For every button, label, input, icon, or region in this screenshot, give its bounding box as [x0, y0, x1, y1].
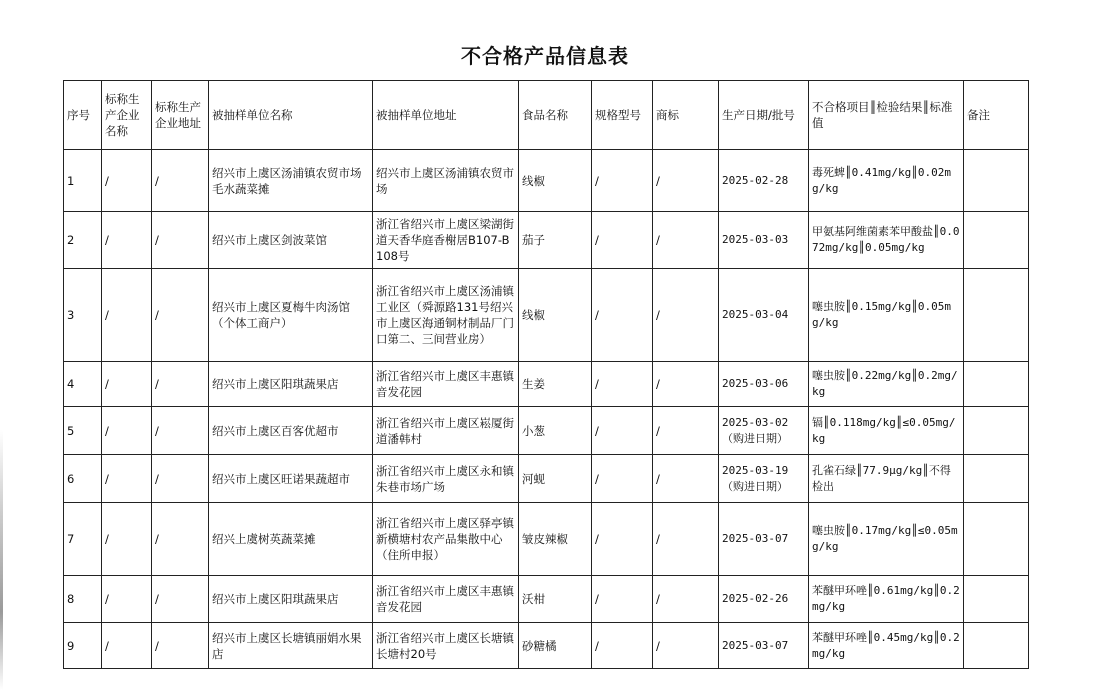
cell-failed-item: 甲氨基阿维菌素苯甲酸盐║0.072mg/kg║0.05mg/kg [809, 212, 964, 269]
cell-manufacturer-name: / [102, 503, 152, 576]
cell-date: 2025-03-06 [719, 362, 809, 407]
table-header-row [64, 81, 1029, 150]
table-row [64, 455, 1029, 503]
cell-no: 3 [64, 269, 102, 362]
cell-spec: / [592, 212, 653, 269]
cell-failed-item: 噻虫胺║0.22mg/kg║0.2mg/kg [809, 362, 964, 407]
cell-spec: / [592, 407, 653, 455]
cell-no: 6 [64, 455, 102, 503]
cell-sampled-unit: 绍兴市上虞区剑波菜馆 [209, 212, 373, 269]
table-row [64, 362, 1029, 407]
cell-food-name: 茄子 [519, 212, 592, 269]
page-title: 不合格产品信息表 [461, 44, 629, 68]
header-brand: 商标 [653, 81, 719, 150]
cell-failed-item: 噻虫胺║0.15mg/kg║0.05mg/kg [809, 269, 964, 362]
cell-no: 8 [64, 576, 102, 623]
cell-manufacturer-name: / [102, 269, 152, 362]
cell-spec: / [592, 503, 653, 576]
cell-brand: / [653, 362, 719, 407]
cell-date: 2025-03-07 [719, 623, 809, 669]
cell-food-name: 砂糖橘 [519, 623, 592, 669]
cell-remark [964, 269, 1029, 362]
cell-sampled-unit: 绍兴市上虞区长塘镇丽娟水果店 [209, 623, 373, 669]
cell-no: 1 [64, 150, 102, 212]
cell-manufacturer-address: / [152, 455, 209, 503]
cell-no: 7 [64, 503, 102, 576]
header-date: 生产日期/批号 [719, 81, 809, 150]
cell-sampled-unit: 绍兴市上虞区旺诺果蔬超市 [209, 455, 373, 503]
cell-sampled-unit: 绍兴上虞树英蔬菜摊 [209, 503, 373, 576]
scan-edge-shadow [0, 430, 3, 690]
table-row [64, 576, 1029, 623]
cell-spec: / [592, 623, 653, 669]
cell-sampled-address: 浙江省绍兴市上虞区丰惠镇音发花园 [373, 362, 519, 407]
cell-sampled-address: 绍兴市上虞区汤浦镇农贸市场 [373, 150, 519, 212]
cell-date: 2025-02-26 [719, 576, 809, 623]
cell-date: 2025-03-03 [719, 212, 809, 269]
cell-sampled-address: 浙江省绍兴市上虞区梁湖街道天香华庭香榭居B107-B108号 [373, 212, 519, 269]
cell-date: 2025-03-07 [719, 503, 809, 576]
cell-date: 2025-02-28 [719, 150, 809, 212]
cell-sampled-unit: 绍兴市上虞区阳琪蔬果店 [209, 576, 373, 623]
cell-brand: / [653, 576, 719, 623]
cell-failed-item: 孔雀石绿║77.9μg/kg║不得检出 [809, 455, 964, 503]
cell-manufacturer-name: / [102, 407, 152, 455]
cell-spec: / [592, 150, 653, 212]
cell-remark [964, 623, 1029, 669]
table-row [64, 623, 1029, 669]
cell-spec: / [592, 269, 653, 362]
cell-brand: / [653, 150, 719, 212]
cell-no: 2 [64, 212, 102, 269]
cell-manufacturer-name: / [102, 455, 152, 503]
header-failed-item: 不合格项目║检验结果║标准值 [809, 81, 964, 150]
cell-failed-item: 苯醚甲环唑║0.45mg/kg║0.2mg/kg [809, 623, 964, 669]
cell-no: 9 [64, 623, 102, 669]
cell-sampled-address: 浙江省绍兴市上虞区永和镇朱巷市场广场 [373, 455, 519, 503]
nonconforming-products-table [63, 80, 1029, 669]
header-spec: 规格型号 [592, 81, 653, 150]
cell-remark [964, 407, 1029, 455]
cell-spec: / [592, 576, 653, 623]
cell-remark [964, 503, 1029, 576]
cell-failed-item: 苯醚甲环唑║0.61mg/kg║0.2mg/kg [809, 576, 964, 623]
header-no: 序号 [64, 81, 102, 150]
cell-sampled-unit: 绍兴市上虞区阳琪蔬果店 [209, 362, 373, 407]
cell-food-name: 沃柑 [519, 576, 592, 623]
cell-brand: / [653, 407, 719, 455]
cell-failed-item: 镉║0.118mg/kg║≤0.05mg/kg [809, 407, 964, 455]
cell-manufacturer-name: / [102, 212, 152, 269]
header-manufacturer-address: 标称生产企业地址 [152, 81, 209, 150]
cell-failed-item: 噻虫胺║0.17mg/kg║≤0.05mg/kg [809, 503, 964, 576]
cell-brand: / [653, 212, 719, 269]
cell-no: 5 [64, 407, 102, 455]
cell-spec: / [592, 455, 653, 503]
cell-food-name: 线椒 [519, 150, 592, 212]
cell-manufacturer-address: / [152, 269, 209, 362]
table-row [64, 269, 1029, 362]
cell-food-name: 生姜 [519, 362, 592, 407]
cell-food-name: 河蚬 [519, 455, 592, 503]
table-row [64, 150, 1029, 212]
cell-manufacturer-address: / [152, 150, 209, 212]
cell-brand: / [653, 623, 719, 669]
cell-manufacturer-name: / [102, 150, 152, 212]
cell-food-name: 小葱 [519, 407, 592, 455]
cell-sampled-unit: 绍兴市上虞区夏梅牛肉汤馆（个体工商户） [209, 269, 373, 362]
cell-sampled-address: 浙江省绍兴市上虞区汤浦镇工业区（舜源路131号绍兴市上虞区海通铜材制品厂门口第二、三间营业房） [373, 269, 519, 362]
cell-date: 2025-03-04 [719, 269, 809, 362]
cell-remark [964, 212, 1029, 269]
cell-date: 2025-03-19（购进日期） [719, 455, 809, 503]
cell-no: 4 [64, 362, 102, 407]
table-row [64, 407, 1029, 455]
cell-brand: / [653, 455, 719, 503]
header-sampled-unit: 被抽样单位名称 [209, 81, 373, 150]
table-row [64, 212, 1029, 269]
cell-date: 2025-03-02（购进日期） [719, 407, 809, 455]
cell-manufacturer-address: / [152, 503, 209, 576]
header-manufacturer-name: 标称生产企业名称 [102, 81, 152, 150]
cell-remark [964, 150, 1029, 212]
cell-manufacturer-address: / [152, 623, 209, 669]
cell-brand: / [653, 269, 719, 362]
header-food-name: 食品名称 [519, 81, 592, 150]
cell-sampled-address: 浙江省绍兴市上虞区崧厦街道潘韩村 [373, 407, 519, 455]
cell-manufacturer-name: / [102, 576, 152, 623]
cell-sampled-unit: 绍兴市上虞区百客优超市 [209, 407, 373, 455]
cell-manufacturer-address: / [152, 212, 209, 269]
cell-food-name: 线椒 [519, 269, 592, 362]
cell-manufacturer-address: / [152, 576, 209, 623]
cell-spec: / [592, 362, 653, 407]
cell-food-name: 皱皮辣椒 [519, 503, 592, 576]
cell-sampled-address: 浙江省绍兴市上虞区驿亭镇新横塘村农产品集散中心（住所申报） [373, 503, 519, 576]
cell-manufacturer-address: / [152, 407, 209, 455]
table-row [64, 503, 1029, 576]
cell-sampled-unit: 绍兴市上虞区汤浦镇农贸市场毛水蔬菜摊 [209, 150, 373, 212]
cell-remark [964, 455, 1029, 503]
cell-failed-item: 毒死蜱║0.41mg/kg║0.02mg/kg [809, 150, 964, 212]
cell-manufacturer-address: / [152, 362, 209, 407]
cell-sampled-address: 浙江省绍兴市上虞区丰惠镇音发花园 [373, 576, 519, 623]
cell-manufacturer-name: / [102, 362, 152, 407]
cell-remark [964, 362, 1029, 407]
cell-brand: / [653, 503, 719, 576]
header-remark: 备注 [964, 81, 1029, 150]
cell-sampled-address: 浙江省绍兴市上虞区长塘镇长塘村20号 [373, 623, 519, 669]
cell-manufacturer-name: / [102, 623, 152, 669]
cell-remark [964, 576, 1029, 623]
header-sampled-address: 被抽样单位地址 [373, 81, 519, 150]
